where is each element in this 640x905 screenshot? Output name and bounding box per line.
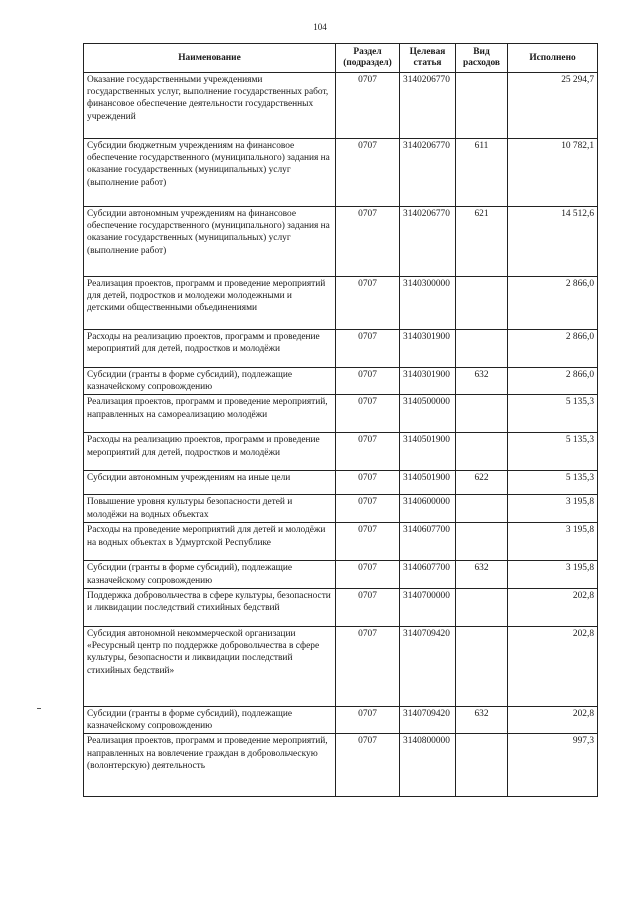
row-vid-cell (456, 626, 508, 706)
table-row (84, 277, 598, 330)
row-article-cell: 3140700000 (400, 588, 456, 626)
row-name-cell: Субсидии бюджетным учреждениям на финансовое обеспечение государственного (муниципального) задания на оказание государственных (муниципальных) услуг (выполнение работ) (84, 139, 336, 207)
row-name-cell: Расходы на реализацию проектов, программ и проведение мероприятий для детей, подростков и молодёжи (84, 433, 336, 471)
row-section-cell: 0707 (336, 73, 400, 139)
row-executed-cell: 3 195,8 (508, 561, 598, 588)
row-vid-cell: 632 (456, 368, 508, 395)
table-row (84, 433, 598, 471)
row-executed-cell: 25 294,7 (508, 73, 598, 139)
row-article-cell: 3140709420 (400, 706, 456, 733)
page-number: 104 (313, 22, 327, 32)
table-row (84, 495, 598, 523)
header-name: Наименование (84, 44, 336, 73)
row-article-cell: 3140800000 (400, 734, 456, 797)
table-row (84, 368, 598, 395)
row-executed-cell: 202,8 (508, 588, 598, 626)
row-name-cell: Реализация проектов, программ и проведение мероприятий, направленных на самореализацию молодёжи (84, 395, 336, 433)
row-article-cell: 3140301900 (400, 330, 456, 368)
row-executed-cell: 3 195,8 (508, 523, 598, 561)
row-vid-cell (456, 73, 508, 139)
row-section-cell: 0707 (336, 734, 400, 797)
row-article-cell: 3140607700 (400, 561, 456, 588)
row-section-cell: 0707 (336, 277, 400, 330)
row-section-cell: 0707 (336, 471, 400, 495)
row-vid-cell: 621 (456, 207, 508, 277)
header-article: Целевая статья (400, 44, 456, 73)
budget-table (83, 43, 598, 797)
row-vid-cell (456, 523, 508, 561)
row-vid-cell (456, 734, 508, 797)
row-article-cell: 3140500000 (400, 395, 456, 433)
row-section-cell: 0707 (336, 139, 400, 207)
row-vid-cell (456, 588, 508, 626)
row-section-cell: 0707 (336, 368, 400, 395)
row-executed-cell: 5 135,3 (508, 433, 598, 471)
row-vid-cell: 632 (456, 561, 508, 588)
table-row (84, 139, 598, 207)
row-section-cell: 0707 (336, 626, 400, 706)
row-vid-cell: 622 (456, 471, 508, 495)
row-section-cell: 0707 (336, 706, 400, 733)
row-executed-cell: 5 135,3 (508, 471, 598, 495)
row-name-cell: Субсидии автономным учреждениям на финансовое обеспечение государственного (муниципального) задания на оказание государственных (муниципальных) услуг (выполнение работ) (84, 207, 336, 277)
row-executed-cell: 3 195,8 (508, 495, 598, 523)
row-article-cell: 3140709420 (400, 626, 456, 706)
row-section-cell: 0707 (336, 330, 400, 368)
row-name-cell: Субсидии (гранты в форме субсидий), подлежащие казначейскому сопровождению (84, 368, 336, 395)
row-executed-cell: 2 866,0 (508, 368, 598, 395)
header-section: Раздел (подраздел) (336, 44, 400, 73)
row-name-cell: Субсидия автономной некоммерческой организации «Ресурсный центр по поддержке добровольчества в сфере культуры, безопасности и ликвидации последствий стихийных бедствий» (84, 626, 336, 706)
row-name-cell: Реализация проектов, программ и проведение мероприятий для детей, подростков и молодежи молодежными и детскими общественными объединениями (84, 277, 336, 330)
row-vid-cell (456, 395, 508, 433)
row-vid-cell (456, 330, 508, 368)
table-row (84, 626, 598, 706)
table-row (84, 706, 598, 733)
row-article-cell: 3140206770 (400, 207, 456, 277)
row-vid-cell (456, 495, 508, 523)
row-section-cell: 0707 (336, 207, 400, 277)
row-name-cell: Субсидии (гранты в форме субсидий), подлежащие казначейскому сопровождению (84, 706, 336, 733)
row-article-cell: 3140300000 (400, 277, 456, 330)
header-executed: Исполнено (508, 44, 598, 73)
row-executed-cell: 202,8 (508, 626, 598, 706)
table-header-row (84, 44, 598, 73)
row-vid-cell: 632 (456, 706, 508, 733)
table-row (84, 73, 598, 139)
row-vid-cell: 611 (456, 139, 508, 207)
row-vid-cell (456, 277, 508, 330)
header-vid: Вид расходов (456, 44, 508, 73)
row-name-cell: Расходы на реализацию проектов, программ и проведение мероприятий для детей, подростков и молодёжи (84, 330, 336, 368)
row-article-cell: 3140206770 (400, 73, 456, 139)
row-executed-cell: 14 512,6 (508, 207, 598, 277)
row-executed-cell: 10 782,1 (508, 139, 598, 207)
table-row (84, 330, 598, 368)
row-name-cell: Субсидии (гранты в форме субсидий), подлежащие казначейскому сопровождению (84, 561, 336, 588)
table-row (84, 523, 598, 561)
row-name-cell: Повышение уровня культуры безопасности детей и молодёжи на водных объектах (84, 495, 336, 523)
row-name-cell: Расходы на проведение мероприятий для детей и молодёжи на водных объектах в Удмуртской Республике (84, 523, 336, 561)
margin-mark (37, 708, 41, 709)
row-name-cell: Поддержка добровольчества в сфере культуры, безопасности и ликвидации последствий стихийных бедствий (84, 588, 336, 626)
row-executed-cell: 5 135,3 (508, 395, 598, 433)
row-section-cell: 0707 (336, 495, 400, 523)
row-executed-cell: 997,3 (508, 734, 598, 797)
table-row (84, 395, 598, 433)
table-row (84, 561, 598, 588)
row-name-cell: Реализация проектов, программ и проведение мероприятий, направленных на вовлечение граждан в добровольческую (волонтерскую) деятельность (84, 734, 336, 797)
table-row (84, 734, 598, 797)
row-executed-cell: 202,8 (508, 706, 598, 733)
row-name-cell: Субсидии автономным учреждениям на иные цели (84, 471, 336, 495)
row-executed-cell: 2 866,0 (508, 277, 598, 330)
row-article-cell: 3140607700 (400, 523, 456, 561)
row-section-cell: 0707 (336, 561, 400, 588)
row-section-cell: 0707 (336, 588, 400, 626)
row-section-cell: 0707 (336, 523, 400, 561)
row-article-cell: 3140501900 (400, 471, 456, 495)
row-executed-cell: 2 866,0 (508, 330, 598, 368)
row-article-cell: 3140301900 (400, 368, 456, 395)
row-vid-cell (456, 433, 508, 471)
table-row (84, 471, 598, 495)
table-row (84, 588, 598, 626)
table-row (84, 207, 598, 277)
row-section-cell: 0707 (336, 395, 400, 433)
row-article-cell: 3140600000 (400, 495, 456, 523)
row-article-cell: 3140501900 (400, 433, 456, 471)
row-section-cell: 0707 (336, 433, 400, 471)
row-article-cell: 3140206770 (400, 139, 456, 207)
row-name-cell: Оказание государственными учреждениями государственных услуг, выполнение государственных работ, финансовое обеспечение деятельности государственных учреждений (84, 73, 336, 139)
